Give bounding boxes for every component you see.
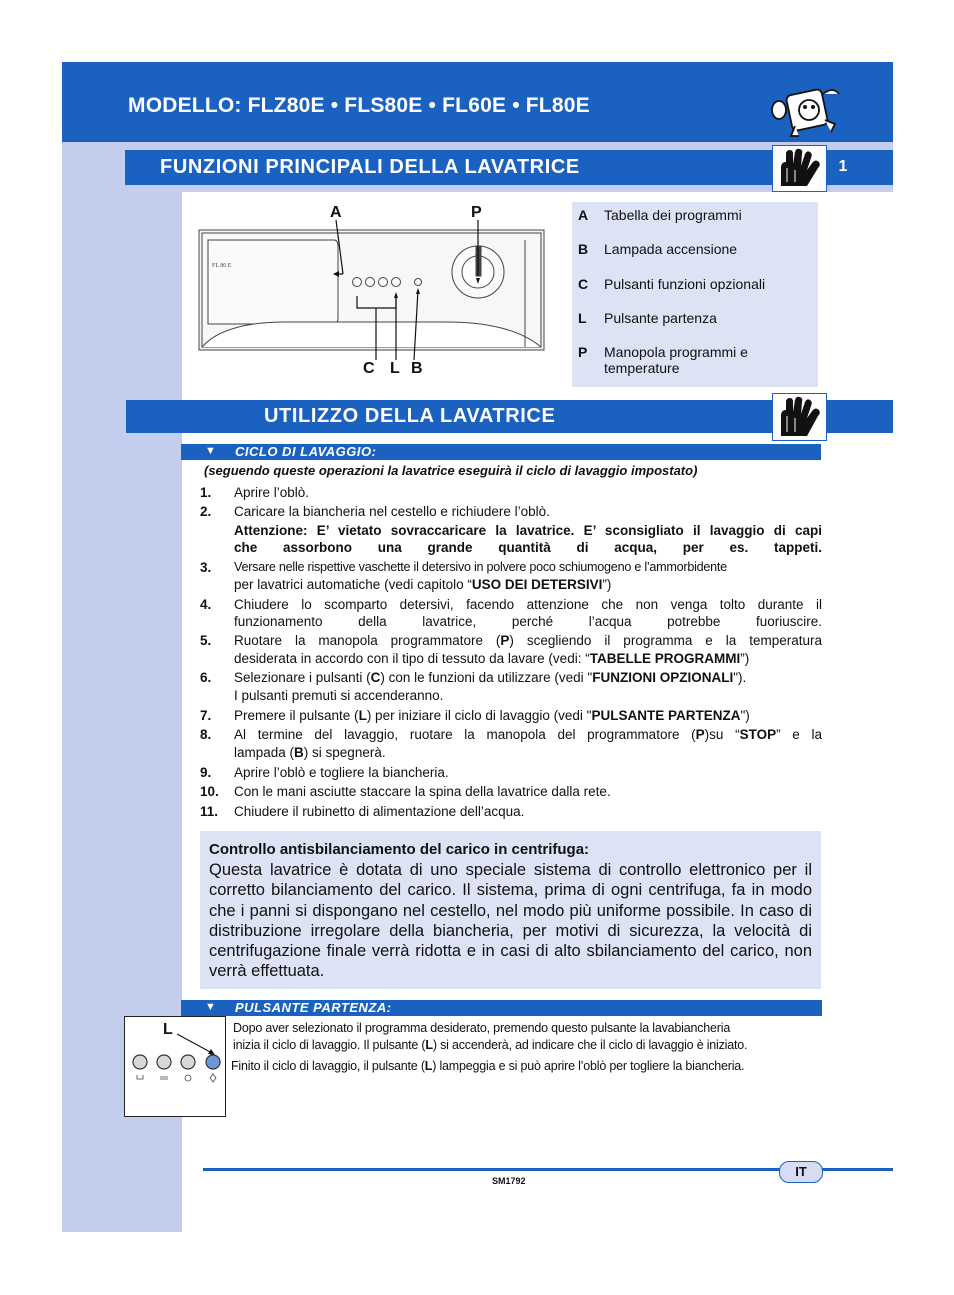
step-text-bold: C — [370, 670, 381, 685]
step-text-bold: TABELLE PROGRAMMI — [589, 651, 741, 666]
section-number: 1 — [838, 158, 848, 175]
step-number: 6. — [200, 670, 212, 685]
start-text-2 — [233, 1038, 747, 1052]
cycle-heading-bar — [181, 444, 821, 460]
hand-icon — [773, 394, 826, 440]
start-button-panel — [124, 1016, 226, 1117]
label-b: B — [411, 360, 423, 377]
legend-text: Tabella dei programmi — [604, 207, 742, 223]
step-text: Aprire l’oblò e togliere la biancheria. — [234, 765, 449, 780]
step-text: ” e la — [776, 727, 822, 742]
step-number: 3. — [200, 560, 212, 575]
label-a: A — [330, 204, 342, 221]
step-number: 5. — [200, 633, 212, 648]
step-text-bold: FUNZIONI OPZIONALI — [592, 670, 734, 685]
start-text-1: Dopo aver selezionato il programma desiderato, premendo questo pulsante la lavabiancheria — [233, 1021, 731, 1035]
step-text-bold: P — [500, 633, 510, 648]
legend-item — [578, 241, 738, 257]
step-number: 11. — [200, 804, 219, 819]
triangle-down-icon: ▼ — [205, 1001, 216, 1013]
panel-label-l: L — [163, 1021, 173, 1038]
legend-item — [578, 344, 748, 376]
warning-text: Attenzione: E’ vietato sovraccaricare la lavatrice. E’ sconsigliato il lavaggio di capi — [234, 523, 822, 538]
step-text-bold: USO DEI DETERSIVI — [471, 577, 603, 592]
step-text: Con le mani asciutte staccare la spina della lavatrice dalla rete. — [234, 784, 611, 799]
balance-control-title: Controllo antisbilanciamento del carico in centrifuga: — [209, 841, 590, 858]
hand-icon — [773, 146, 826, 191]
label-c: C — [363, 360, 375, 377]
step-number: 2. — [200, 504, 212, 519]
step-text: inizia il ciclo di lavaggio. Il pulsante ( — [233, 1038, 426, 1052]
step-text: ) si accenderà, ad indicare che il ciclo di lavaggio è iniziato. — [432, 1038, 748, 1052]
legend-key: P — [578, 344, 588, 360]
legend-text: Lampada accensione — [604, 241, 738, 257]
step-text: Aprire l’oblò. — [234, 485, 310, 500]
hand-icon-box — [772, 145, 827, 192]
step-text-bold: L — [425, 1038, 433, 1052]
control-panel-drawing — [196, 200, 551, 380]
step-text: ) con le funzioni da utilizzare (vedi " — [380, 670, 593, 685]
step-text: )su “ — [704, 727, 740, 742]
language-badge: IT — [779, 1161, 823, 1183]
document-code: SM1792 — [492, 1176, 526, 1186]
balance-control-box — [200, 831, 821, 989]
legend-key: B — [578, 241, 589, 257]
triangle-down-icon: ▼ — [205, 445, 216, 457]
cycle-heading: CICLO DI LAVAGGIO: — [235, 444, 377, 459]
step-number: 9. — [200, 765, 212, 780]
washing-machine-mascot-icon — [765, 80, 845, 140]
balance-control-text: Questa lavatrice è dotata di uno speciale sistema di controllo elettronico per il corretto bilanciamento del carico. Il sistema, prima di ogni centrifuga, fa in modo che i panni si dispongano nel cestello, nel modo più uniforme possibile. In caso di distribuzione irregolare della biancheria, per motivi di sicurezza, la velocità di centrifugazione finale verrà ridotta e in casi di alto sbilanciamento del carico, non verrà effettuata. — [209, 861, 812, 981]
step-text: Al termine del lavaggio, ruotare la manopola del programmatore ( — [234, 727, 696, 742]
warning-text: che assorbono una grande quantità di acqua, per es. tappeti. — [234, 540, 822, 555]
step-text: ) per iniziare il ciclo di lavaggio (vedi " — [366, 708, 592, 723]
step-text: desiderata in accordo con il tipo di tessuto da lavare (vedi: “ — [234, 651, 590, 666]
start-heading: PULSANTE PARTENZA: — [235, 1000, 392, 1015]
step-text: Premere il pulsante ( — [234, 708, 359, 723]
step-number: 4. — [200, 597, 212, 612]
step-text-bold: STOP — [739, 727, 777, 742]
model-title: MODELLO: FLZ80E • FLS80E • FL60E • FL80E — [128, 94, 590, 117]
step-text-bold: P — [695, 727, 705, 742]
step-text-bold: L — [424, 1059, 433, 1073]
legend-item — [578, 276, 766, 292]
cycle-subtitle: (seguendo queste operazioni la lavatrice eseguirà il ciclo di lavaggio impostato) — [204, 463, 698, 478]
start-text-3 — [231, 1059, 744, 1073]
legend-key: A — [578, 207, 589, 223]
step-number: 8. — [200, 727, 212, 742]
step-text: Selezionare i pulsanti ( — [234, 670, 371, 685]
legend-key: C — [578, 276, 589, 292]
step-text: ”) — [740, 651, 750, 666]
step-text: per lavatrici automatiche (vedi capitolo “ — [234, 577, 472, 592]
panel-brand-text: FL 80 E — [212, 263, 232, 269]
section-title: FUNZIONI PRINCIPALI DELLA LAVATRICE — [160, 156, 580, 178]
step-text: Versare nelle rispettive vaschette il detersivo in polvere poco schiumogeno e l’ammorbidente — [234, 560, 727, 574]
legend-item — [578, 207, 742, 223]
step-text-bold: L — [358, 708, 367, 723]
legend-key: L — [578, 310, 587, 326]
legend-text: Pulsanti funzioni opzionali — [604, 276, 766, 292]
step-text: Finito il ciclo di lavaggio, il pulsante ( — [231, 1059, 425, 1073]
legend-item — [578, 310, 717, 326]
step-number: 7. — [200, 708, 212, 723]
step-text: lampada ( — [234, 745, 295, 760]
legend-text: Manopola programmi e temperature — [604, 344, 748, 376]
label-l: L — [390, 360, 400, 377]
step-text: ") — [740, 708, 750, 723]
hand-icon-box — [772, 393, 827, 441]
label-p: P — [471, 204, 482, 221]
step-text: Chiudere il rubinetto di alimentazione dell’acqua. — [234, 804, 525, 819]
step-text-bold: PULSANTE PARTENZA — [591, 708, 741, 723]
step-text-bold: B — [294, 745, 304, 760]
control-panel-diagram — [196, 200, 551, 380]
step-text: funzionamento della lavatrice, perché l’acqua potrebbe fuoriuscire. — [234, 614, 822, 629]
start-heading-bar — [181, 1000, 822, 1016]
step-text: ) scegliendo il programma e la temperatura — [509, 633, 822, 648]
step-text: Caricare la biancheria nel cestello e richiudere l’oblò. — [234, 504, 550, 519]
start-buttons-drawing — [125, 1017, 225, 1116]
section-title: UTILIZZO DELLA LAVATRICE — [264, 405, 556, 427]
step-text: Chiudere lo scomparto detersivi, facendo attenzione che non venga tolto durante il — [234, 597, 822, 612]
step-number: 10. — [200, 784, 219, 799]
step-text: Ruotare la manopola programmatore ( — [234, 633, 501, 648]
step-text: ”) — [602, 577, 612, 592]
step-number: 1. — [200, 485, 212, 500]
step-text: ) si spegnerà. — [303, 745, 386, 760]
legend-box — [572, 202, 818, 387]
legend-text: Pulsante partenza — [604, 310, 717, 326]
step-text: ) lampeggia e si può aprire l’oblò per togliere la biancheria. — [432, 1059, 745, 1073]
step-text: "). — [733, 670, 747, 685]
step-text: I pulsanti premuti si accenderanno. — [234, 688, 444, 703]
